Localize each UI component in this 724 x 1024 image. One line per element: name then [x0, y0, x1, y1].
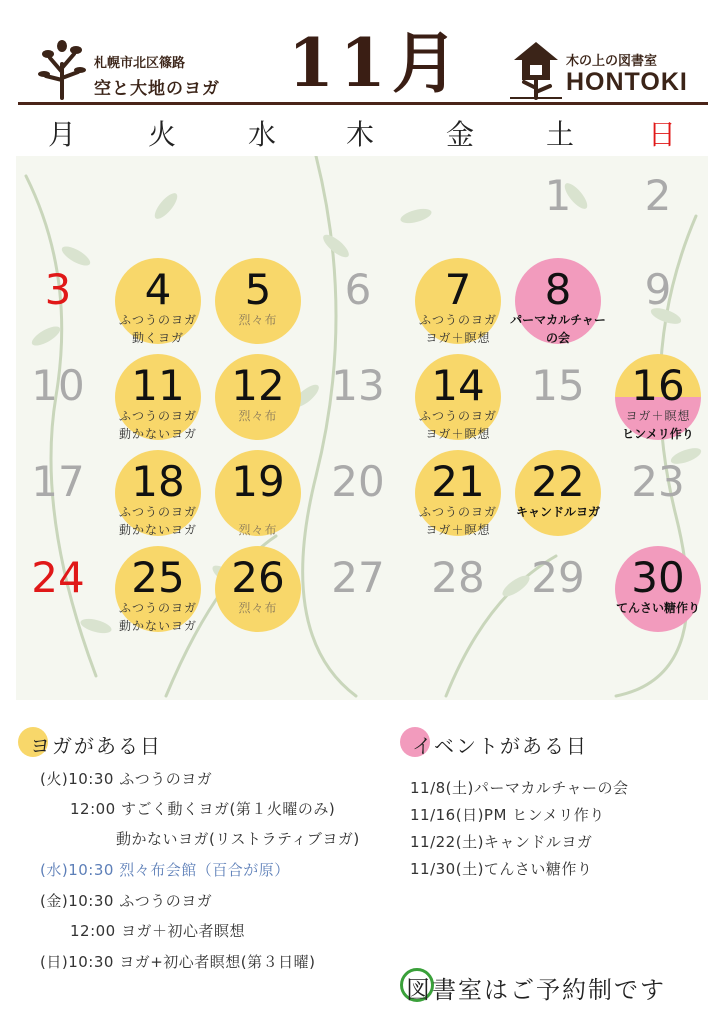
day-cell-20[interactable] [310, 448, 406, 544]
weekday-sun: 日 [647, 118, 676, 151]
day-cell-22[interactable] [510, 448, 606, 544]
day-note: 動くヨガ [131, 331, 184, 345]
day-cell-9[interactable] [610, 256, 706, 352]
yoga-schedule-line: 12:00 すごく動くヨガ(第１火曜のみ) [70, 800, 336, 818]
day-number: 29 [531, 553, 585, 602]
day-note: ふつうのヨガ [118, 505, 197, 519]
day-number: 19 [231, 457, 285, 506]
day-cell-5[interactable] [210, 256, 306, 352]
day-cell-30[interactable] [610, 544, 706, 640]
day-number: 15 [531, 361, 585, 410]
day-note: 烈々布 [238, 409, 278, 423]
day-cell-28[interactable] [410, 544, 506, 640]
day-number: 30 [631, 553, 685, 602]
yoga-venue-line: (水)10:30 烈々布会館（百合が原） [40, 861, 290, 879]
day-cell-21[interactable] [410, 448, 506, 544]
event-line: 11/16(日)PM ヒンメリ作り [410, 806, 605, 824]
day-note: ヒンメリ作り [622, 427, 694, 441]
day-note: ふつうのヨガ [418, 409, 497, 423]
day-cell-19[interactable] [210, 448, 306, 544]
day-cell-17[interactable] [16, 448, 106, 544]
day-cell-10[interactable] [16, 352, 106, 448]
day-cell-13[interactable] [310, 352, 406, 448]
day-cell-27[interactable] [310, 544, 406, 640]
day-note: 動かないヨガ [118, 427, 197, 441]
day-cell-14[interactable] [410, 352, 506, 448]
day-note: 動かないヨガ [118, 523, 197, 537]
yoga-schedule-line: 動かないヨガ(リストラティブヨガ) [116, 830, 360, 848]
day-note: ふつうのヨガ [118, 313, 197, 327]
day-number: 26 [231, 553, 285, 602]
day-cell-1[interactable] [510, 162, 606, 258]
header-divider [18, 102, 708, 105]
day-number: 4 [144, 265, 172, 314]
day-note: の会 [545, 331, 570, 345]
day-number: 7 [444, 265, 472, 314]
day-note: パーマカルチャー [510, 313, 606, 327]
day-cell-18[interactable] [110, 448, 206, 544]
day-note: 動かないヨガ [118, 619, 197, 633]
day-cell-29[interactable] [510, 544, 606, 640]
day-number: 17 [31, 457, 85, 506]
day-number: 13 [331, 361, 385, 410]
day-number: 5 [244, 265, 272, 314]
weekday-mon: 月 [47, 118, 76, 151]
day-number: 23 [631, 457, 685, 506]
event-legend-title: イベントがある日 [412, 734, 588, 758]
day-number: 16 [631, 361, 685, 410]
day-number: 21 [431, 457, 485, 506]
month-title: 11月 [288, 24, 464, 102]
day-number: 8 [544, 265, 572, 314]
tree-logo-icon [36, 38, 88, 100]
yoga-schedule-line: 12:00 ヨガ＋初心者瞑想 [70, 922, 245, 940]
event-line: 11/22(土)キャンドルヨガ [410, 833, 593, 851]
day-cell-25[interactable] [110, 544, 206, 640]
day-note: ヨガ＋瞑想 [425, 331, 491, 345]
day-number: 27 [331, 553, 385, 602]
studio-name: 空と大地のヨガ [94, 79, 220, 99]
day-cell-7[interactable] [410, 256, 506, 352]
weekday-wed: 水 [247, 118, 276, 151]
day-number: 2 [644, 171, 672, 220]
day-number: 9 [644, 265, 672, 314]
day-note: 烈々布 [238, 313, 278, 327]
yoga-schedule-line: (金)10:30 ふつうのヨガ [40, 892, 213, 910]
yoga-schedule-line: (火)10:30 ふつうのヨガ [40, 770, 213, 788]
day-cell-24[interactable] [16, 544, 106, 640]
yoga-schedule-line: (日)10:30 ヨガ+初心者瞑想(第３日曜) [40, 953, 316, 971]
library-brand: HONTOKI [566, 68, 688, 96]
weekday-fri: 金 [445, 118, 474, 151]
day-number: 18 [131, 457, 185, 506]
yoga-studio-logo-block [36, 38, 256, 100]
calendar-grid [16, 156, 708, 700]
day-note: 烈々布 [238, 523, 278, 537]
day-number: 12 [231, 361, 285, 410]
day-cell-26[interactable] [210, 544, 306, 640]
event-line: 11/30(土)てんさい糖作り [410, 860, 593, 878]
day-note: ふつうのヨガ [418, 505, 497, 519]
day-cell-16[interactable] [610, 352, 706, 448]
day-cell-6[interactable] [310, 256, 406, 352]
day-number: 28 [431, 553, 485, 602]
event-line: 11/8(土)パーマカルチャーの会 [410, 779, 629, 797]
library-logo-block [508, 36, 708, 100]
day-note: ヨガ＋瞑想 [425, 523, 491, 537]
day-number: 14 [431, 361, 485, 410]
day-cell-3[interactable] [16, 256, 106, 352]
day-note: キャンドルヨガ [515, 505, 600, 519]
reservation-notice: 図書室はご予約制です [406, 976, 666, 1004]
day-number: 11 [131, 361, 185, 410]
day-note: ふつうのヨガ [118, 409, 197, 423]
day-number: 10 [31, 361, 85, 410]
day-note: ふつうのヨガ [118, 601, 197, 615]
day-cell-4[interactable] [110, 256, 206, 352]
day-note: てんさい糖作り [615, 601, 700, 615]
day-number: 6 [344, 265, 372, 314]
day-number: 22 [531, 457, 585, 506]
day-number: 1 [544, 171, 572, 220]
day-number: 3 [44, 265, 72, 314]
studio-location: 札幌市北区篠路 [94, 56, 186, 71]
weekday-tue: 火 [147, 118, 176, 151]
day-number: 20 [331, 457, 385, 506]
weekday-thu: 木 [345, 118, 374, 151]
day-cell-15[interactable] [510, 352, 606, 448]
day-note: ヨガ＋瞑想 [425, 427, 491, 441]
day-note: ヨガ＋瞑想 [625, 409, 691, 423]
treehouse-logo-icon [508, 36, 564, 100]
day-cell-2[interactable] [610, 162, 706, 258]
library-name: 木の上の図書室 [566, 54, 658, 69]
weekday-sat: 土 [545, 118, 574, 151]
day-cell-8[interactable] [510, 256, 606, 352]
day-cell-23[interactable] [610, 448, 706, 544]
day-cell-11[interactable] [110, 352, 206, 448]
day-note: 烈々布 [238, 601, 278, 615]
day-note: ふつうのヨガ [418, 313, 497, 327]
day-cell-12[interactable] [210, 352, 306, 448]
yoga-legend-title: ヨガがある日 [30, 734, 162, 758]
day-number: 25 [131, 553, 185, 602]
day-number: 24 [31, 553, 85, 602]
